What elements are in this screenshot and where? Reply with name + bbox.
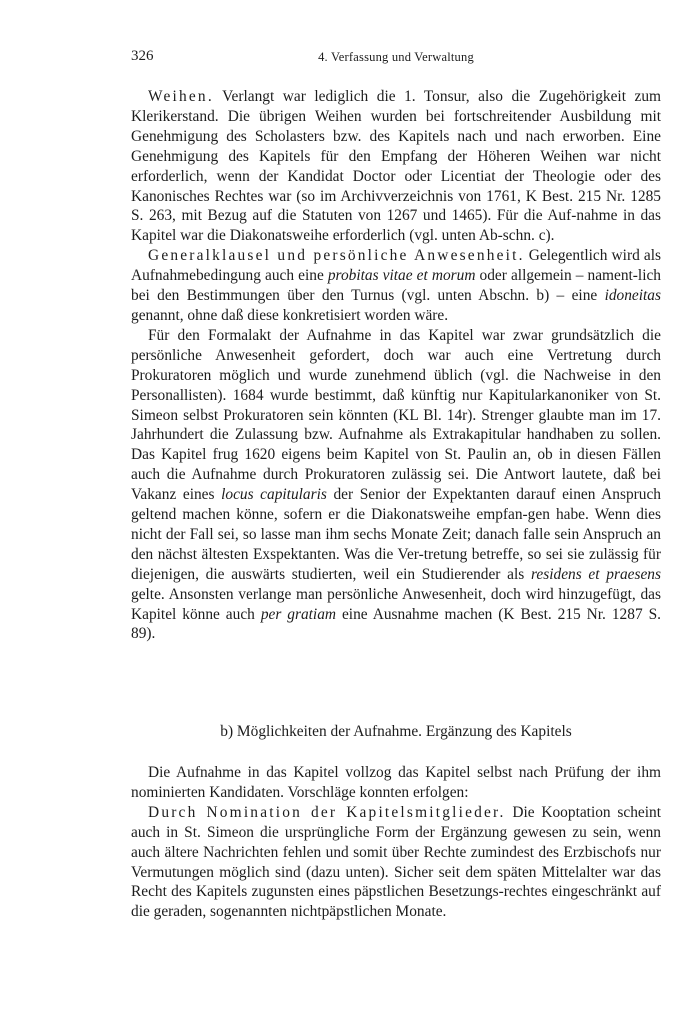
paragraph-text: der Senior der Expektanten darauf einen Anspruch geltend machen könne, sofern er die Diakonatsweihe empfan-gen habe. Wenn dies nicht der Fall sei, so lasse man ihm sechs Monate Zeit; danach falle sein Anspruch an den nächst ältesten Exspektanten. Was die Ver-tretung betreffe, so sei sie zulässig für diejenigen, die auswärts studierten, weil ein Studierender als (131, 486, 662, 583)
paragraph-text: gelte. Ansonsten verlange man persönliche Anwesenheit, doch wird hinzugefügt, das Kapitel könne auch (131, 585, 661, 623)
paragraph-weihen (131, 87, 661, 246)
page-number: 326 (131, 48, 154, 64)
running-title: 4. Verfassung und Verwaltung (318, 50, 474, 64)
paragraph-text: Für den Formalakt der Aufnahme in das Kapitel war zwar grundsätzlich die persönliche Anwesenheit gefordert, doch war auch eine Vertretung durch Prokuratoren möglich und wurde zunehmend üblich (vgl. die Nachweise in den Personallisten). 1684 wurde bestimmt, daß künftig nur Kapitularkanoniker von St. Simeon selbst Prokuratoren sein könnten (KL Bl. 14r). Strenger glaubte man im 17. Jahrhundert die Zulassung bzw. Aufnahme als Extrakapitular handhaben zu sollen. Das Kapitel frug 1620 eigens beim Kapitel von St. Paulin an, ob in diesen Fällen auch die Aufnahme durch Prokuratoren zulässig sei. Die Antwort lautete, daß bei Vakanz eines (131, 326, 661, 504)
latin-term: idoneitas (604, 287, 661, 305)
latin-term: probitas vitae et morum (327, 267, 476, 285)
section-heading: b) Möglichkeiten der Aufnahme. Ergänzung des Kapitels (220, 723, 572, 740)
paragraph-text: eine Ausnahme machen (K Best. 215 Nr. 1287 S. 89). (131, 605, 661, 643)
paragraph-lead-spaced: Durch Nomination der Kapitelsmitglieder. (148, 803, 506, 821)
paragraph-text: Die Kooptation scheint auch in St. Simeon die ursprüngliche Form der Ergänzung gewesen zu sein, wenn auch ältere Nachrichten fehlen und somit über Rechte zumindest des Erzbischofs nur Vermutungen möglich sind (dazu unten). Sicher seit dem späten Mittelalter war das Recht des Kapitels zugunsten eines päpstlichen Besetzungs-rechtes eingeschränkt auf die geraden, sogenannten nichtpäpstlichen Monate. (131, 803, 661, 921)
paragraph-text: oder allgemein – nament-lich bei den Bestimmungen über den Turnus (vgl. unten Abschn. b) – eine (131, 267, 662, 305)
latin-term: per gratiam (260, 605, 337, 623)
paragraph-nomination (131, 803, 661, 922)
paragraph-text: genannt, ohne daß diese konkretisiert worden wäre. (131, 306, 449, 324)
paragraph-generalklausel (131, 246, 661, 326)
paragraph-text: Gelegentlich wird als Aufnahmebedingung auch eine (131, 247, 661, 285)
latin-term: locus capitularis (221, 486, 327, 504)
paragraph-lead-spaced: Weihen. (148, 88, 214, 105)
paragraph-text: Die Aufnahme in das Kapitel vollzog das Kapitel selbst nach Prüfung der ihm nominierten Kandidaten. Vorschläge konnten erfolgen: (131, 764, 661, 801)
paragraph-formalakt (131, 326, 661, 645)
running-head (131, 48, 661, 70)
body-text-upper (131, 87, 661, 644)
paragraph-text: Verlangt war lediglich die 1. Tonsur, also die Zugehörigkeit zum Klerikerstand. Die übrigen Weihen wurden bei fortschreitender Ausbildung mit Genehmigung des Scholasters bzw. des Kapitels nach und nach erworben. Eine Genehmigung des Kapitels für den Empfang der Höheren Weihen war nicht erforderlich, wenn der Kandidat Doctor oder Licentiat der Theologie oder des Kanonisches Rechtes war (so im Archivverzeichnis von 1761, K Best. 215 Nr. 1285 S. 263, mit Bezug auf die Statuten von 1267 und 1465). Für die Auf-nahme in das Kapitel war die Diakonatsweihe erforderlich (vgl. unten Ab-schn. c). (131, 88, 661, 245)
latin-term: residens et praesens (530, 565, 661, 583)
paragraph-lead-spaced: Generalklausel und persönliche Anwesenheit. (148, 247, 525, 265)
paragraph-aufnahme (131, 763, 661, 803)
body-text-lower (131, 763, 661, 922)
